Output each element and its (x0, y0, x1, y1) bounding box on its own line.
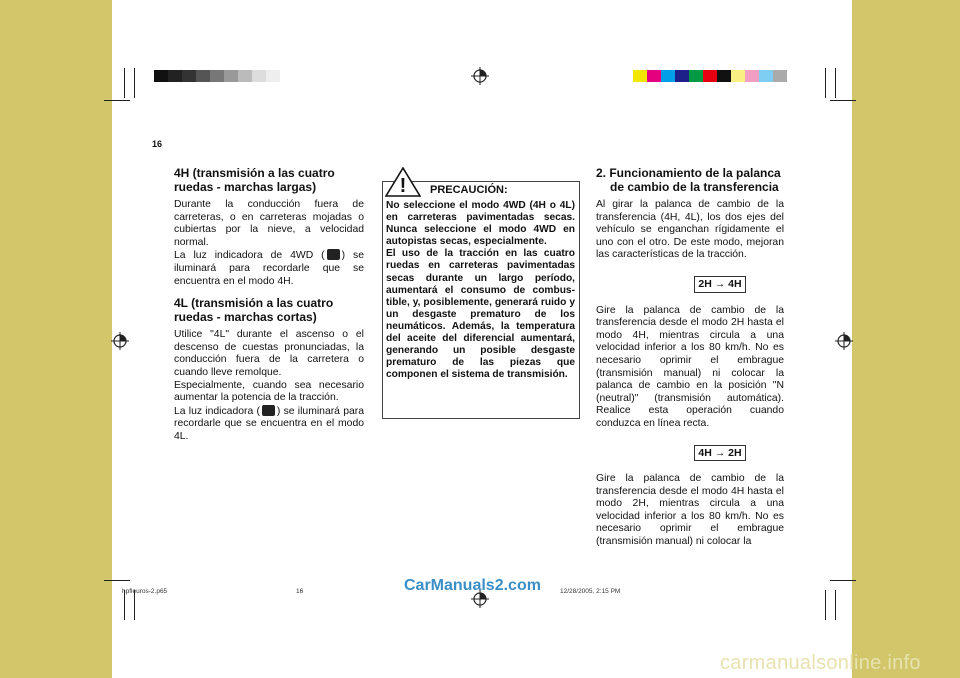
footer-page: 16 (296, 588, 304, 595)
left-column (174, 166, 364, 444)
section-4l-text: Utilice "4L" durante el ascenso o el descenso de cuestas pronunciadas, la conducción fuera de la carretera o cuando lleve remolque. Especialmente, cuando sea necesario aumentar la potencia de la tracción. La luz indicadora ( ) se iluminará para recordarle que se encuentra en el modo 4L. (174, 329, 364, 442)
right-column (596, 166, 784, 549)
mode-2h-4h-text: Gire la palanca de cambio de la transferencia desde el modo 2H hasta el modo 4H, mientras circula a una velocidad inferior a los 80 km/h. No es necesario oprimir el embrague (transmisión manual) ni colocar la palanca de cambio en la posición "N (neutral)" (transmisión automática). Realice esta operación cuando conduzca en línea recta. (596, 304, 784, 429)
page-number: 16 (152, 139, 163, 149)
crop-mark (835, 590, 836, 620)
watermark-carmanualsonline[interactable]: carmanualsonline.info (720, 652, 921, 674)
transfer-lever-title: 2. Funcionamiento de la palanca de cambio de la transferencia (596, 166, 781, 194)
mode-4h-2h-text: Gire la palanca de cambio de la transferencia desde el modo 4H hasta el modo 2H, mientras circula a una velocidad inferior a los 80 km/h. No es necesario oprimir el embrague (transmisión manual) ni colocar la (596, 473, 784, 548)
footer-date: 12/28/2005, 2:15 PM (560, 588, 621, 595)
caution-title: PRECAUCIÓN: (430, 184, 508, 196)
caution-text: No seleccione el modo 4WD (4H o 4L) en carreteras pavimentadas secas. Nunca seleccione el modo 4WD en autopistas secas, especialmente. El uso de la tracción en las cuatro ruedas en carreteras pavimentadas secas durante un largo período, aumentará el consumo de combus- tible, y, posiblemente, generará ruido y un desgaste prematuro de los neumáticos. Además, la temperatura del aceite del diferencial aumentará, generando un posible desgaste prematuro de las piezas que componen el sistema de transmisión. (386, 200, 575, 381)
4wd-indicator-icon (327, 249, 340, 260)
section-4h-text: Durante la conducción fuera de carreteras, o en carreteras mojadas o cubiertas por la nieve, a velocidad normal. La luz indicadora de 4WD ( ) se iluminará para recordarle que se encuentra en el modo 4H. (174, 199, 365, 287)
grayscale-calibration-strip (154, 70, 280, 82)
crop-mark (835, 68, 836, 98)
crop-mark (104, 580, 130, 581)
registration-target-icon (471, 67, 489, 85)
registration-target-icon (111, 332, 129, 350)
mode-box-2h-4h: 2H → 4H (694, 276, 745, 293)
chapter-title: CONDUCIENDO SU HYUNDAI (170, 117, 280, 126)
color-calibration-strip (633, 70, 787, 82)
watermark-carmanuals2[interactable]: CarManuals2.com (404, 577, 541, 594)
crop-mark (830, 580, 856, 581)
svg-text:!: ! (399, 175, 407, 197)
chapter-number: 2 (153, 112, 162, 129)
4l-indicator-icon (262, 405, 275, 416)
crop-mark (124, 68, 125, 98)
warning-triangle-icon (385, 167, 421, 197)
section-4l-title: 4L (transmisión a las cuatro ruedas - marchas cortas) (174, 296, 334, 325)
crop-mark (104, 100, 130, 101)
section-4h-title: 4H (transmisión a las cuatro ruedas - marchas largas) (174, 166, 335, 194)
crop-mark (830, 100, 856, 101)
crop-mark (825, 590, 826, 620)
crop-mark (825, 68, 826, 98)
footer-file: hpfleuros-2.p65 (122, 588, 168, 595)
mode-box-4h-2h: 4H → 2H (694, 445, 745, 462)
crop-mark (134, 68, 135, 98)
registration-target-icon (835, 332, 853, 350)
transfer-lever-intro: Al girar la palanca de cambio de la transferencia (4H, 4L), los dos ejes del vehículo se enganchan rígidamente el uno con el otro. De este modo, mejoran las características de la tracción. (596, 199, 784, 261)
